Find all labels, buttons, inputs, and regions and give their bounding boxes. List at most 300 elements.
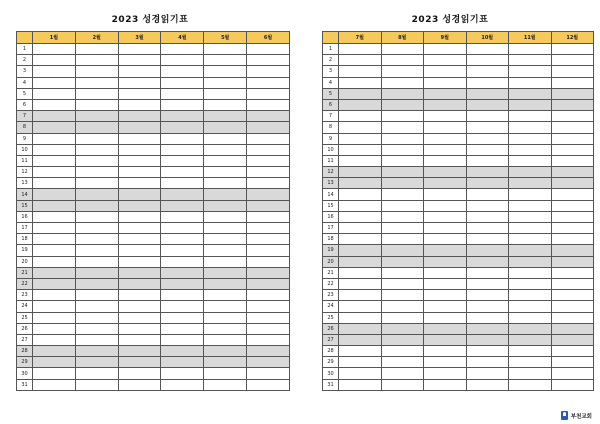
day-row	[17, 278, 290, 289]
reading-cell	[204, 122, 247, 133]
reading-cell	[118, 379, 161, 390]
reading-cell	[247, 234, 290, 245]
reading-cell	[247, 133, 290, 144]
reading-cell	[33, 301, 76, 312]
day-number: 20	[17, 256, 33, 267]
reading-cell	[33, 144, 76, 155]
reading-cell	[551, 77, 594, 88]
reading-cell	[381, 99, 424, 110]
reading-cell	[381, 278, 424, 289]
reading-cell	[118, 334, 161, 345]
day-row	[323, 77, 594, 88]
month-header: 2월	[75, 32, 118, 44]
reading-cell	[75, 178, 118, 189]
reading-cell	[204, 189, 247, 200]
reading-cell	[204, 290, 247, 301]
reading-cell	[466, 312, 509, 323]
reading-cell	[424, 278, 467, 289]
day-number: 9	[323, 133, 339, 144]
reading-cell	[381, 44, 424, 55]
day-number: 2	[323, 55, 339, 66]
reading-cell	[381, 111, 424, 122]
reading-cell	[466, 334, 509, 345]
reading-cell	[247, 301, 290, 312]
reading-cell	[339, 189, 382, 200]
reading-cell	[204, 178, 247, 189]
reading-cell	[161, 111, 204, 122]
day-row	[323, 144, 594, 155]
reading-cell	[204, 245, 247, 256]
day-row	[323, 178, 594, 189]
reading-cell	[466, 256, 509, 267]
reading-cell	[33, 88, 76, 99]
reading-cell	[118, 223, 161, 234]
reading-cell	[161, 88, 204, 99]
day-number: 2	[17, 55, 33, 66]
reading-cell	[204, 357, 247, 368]
reading-cell	[339, 334, 382, 345]
reading-cell	[424, 290, 467, 301]
day-row	[17, 200, 290, 211]
reading-cell	[466, 290, 509, 301]
day-number: 21	[323, 267, 339, 278]
reading-cell	[33, 256, 76, 267]
day-number: 24	[323, 301, 339, 312]
reading-cell	[509, 200, 552, 211]
reading-cell	[161, 189, 204, 200]
reading-cell	[118, 144, 161, 155]
reading-cell	[509, 357, 552, 368]
reading-cell	[381, 167, 424, 178]
reading-cell	[33, 267, 76, 278]
day-number: 19	[323, 245, 339, 256]
reading-cell	[247, 312, 290, 323]
reading-cell	[551, 256, 594, 267]
reading-cell	[161, 267, 204, 278]
reading-cell	[161, 301, 204, 312]
reading-cell	[466, 122, 509, 133]
reading-cell	[424, 346, 467, 357]
reading-cell	[551, 368, 594, 379]
reading-cell	[161, 144, 204, 155]
reading-cell	[339, 379, 382, 390]
day-number: 6	[17, 99, 33, 110]
reading-cell	[339, 200, 382, 211]
reading-cell	[75, 290, 118, 301]
church-footer	[561, 411, 592, 420]
reading-cell	[381, 334, 424, 345]
reading-cell	[247, 278, 290, 289]
reading-cell	[247, 88, 290, 99]
reading-cell	[424, 155, 467, 166]
day-row	[323, 245, 594, 256]
reading-cell	[247, 200, 290, 211]
reading-cell	[339, 155, 382, 166]
reading-cell	[33, 211, 76, 222]
reading-cell	[161, 66, 204, 77]
reading-cell	[247, 155, 290, 166]
day-row	[323, 334, 594, 345]
reading-cell	[33, 357, 76, 368]
reading-cell	[466, 77, 509, 88]
reading-cell	[466, 144, 509, 155]
reading-cell	[424, 167, 467, 178]
reading-cell	[204, 133, 247, 144]
month-header: 11월	[509, 32, 552, 44]
reading-cell	[424, 234, 467, 245]
reading-cell	[161, 178, 204, 189]
reading-cell	[247, 290, 290, 301]
day-row	[323, 155, 594, 166]
reading-cell	[339, 88, 382, 99]
reading-cell	[75, 133, 118, 144]
reading-cell	[204, 346, 247, 357]
reading-cell	[381, 178, 424, 189]
day-number: 13	[17, 178, 33, 189]
reading-cell	[551, 211, 594, 222]
reading-cell	[551, 99, 594, 110]
reading-cell	[118, 290, 161, 301]
reading-cell	[381, 189, 424, 200]
reading-cell	[551, 200, 594, 211]
reading-cell	[118, 55, 161, 66]
reading-cell	[466, 88, 509, 99]
reading-cell	[509, 77, 552, 88]
day-number: 12	[323, 167, 339, 178]
reading-cell	[509, 290, 552, 301]
reading-cell	[118, 301, 161, 312]
month-header: 9월	[424, 32, 467, 44]
day-number: 30	[17, 368, 33, 379]
day-row	[17, 323, 290, 334]
reading-cell	[466, 323, 509, 334]
day-row	[17, 267, 290, 278]
day-row	[17, 368, 290, 379]
reading-cell	[161, 234, 204, 245]
reading-cell	[161, 200, 204, 211]
day-row	[17, 66, 290, 77]
day-row	[17, 357, 290, 368]
day-number: 31	[17, 379, 33, 390]
reading-cell	[118, 256, 161, 267]
day-row	[323, 211, 594, 222]
reading-cell	[118, 346, 161, 357]
reading-cell	[247, 55, 290, 66]
reading-cell	[118, 200, 161, 211]
reading-cell	[247, 357, 290, 368]
reading-cell	[339, 278, 382, 289]
reading-cell	[33, 334, 76, 345]
reading-cell	[381, 77, 424, 88]
month-header: 5월	[204, 32, 247, 44]
reading-cell	[33, 312, 76, 323]
day-number: 3	[17, 66, 33, 77]
day-row	[17, 189, 290, 200]
day-row	[17, 167, 290, 178]
reading-cell	[424, 211, 467, 222]
reading-cell	[118, 368, 161, 379]
reading-cell	[339, 256, 382, 267]
day-number: 25	[323, 312, 339, 323]
reading-cell	[551, 346, 594, 357]
reading-cell	[424, 122, 467, 133]
page-title: 2023 성경읽기표	[411, 15, 489, 25]
day-row	[323, 133, 594, 144]
reading-cell	[509, 55, 552, 66]
reading-cell	[424, 323, 467, 334]
reading-cell	[466, 234, 509, 245]
reading-cell	[551, 66, 594, 77]
reading-cell	[75, 44, 118, 55]
reading-cell	[33, 245, 76, 256]
reading-cell	[118, 178, 161, 189]
reading-cell	[161, 99, 204, 110]
reading-cell	[75, 234, 118, 245]
reading-cell	[75, 379, 118, 390]
day-number: 12	[17, 167, 33, 178]
reading-cell	[551, 133, 594, 144]
reading-cell	[466, 301, 509, 312]
reading-cell	[339, 66, 382, 77]
day-number: 22	[17, 278, 33, 289]
day-number: 8	[17, 122, 33, 133]
reading-cell	[118, 133, 161, 144]
reading-cell	[75, 189, 118, 200]
reading-cell	[204, 200, 247, 211]
reading-cell	[424, 245, 467, 256]
day-number: 27	[17, 334, 33, 345]
reading-cell	[33, 346, 76, 357]
reading-cell	[247, 189, 290, 200]
reading-cell	[381, 234, 424, 245]
month-header: 4월	[161, 32, 204, 44]
reading-cell	[75, 368, 118, 379]
reading-cell	[204, 267, 247, 278]
reading-cell	[33, 77, 76, 88]
day-row	[323, 167, 594, 178]
reading-cell	[33, 111, 76, 122]
reading-cell	[118, 278, 161, 289]
reading-cell	[161, 312, 204, 323]
reading-cell	[424, 267, 467, 278]
reading-cell	[204, 155, 247, 166]
reading-cell	[33, 223, 76, 234]
reading-cell	[381, 256, 424, 267]
reading-cell	[339, 99, 382, 110]
day-row	[17, 223, 290, 234]
reading-cell	[161, 167, 204, 178]
reading-cell	[551, 334, 594, 345]
day-number: 8	[323, 122, 339, 133]
day-number: 11	[323, 155, 339, 166]
reading-cell	[509, 111, 552, 122]
day-row	[17, 211, 290, 222]
day-number: 15	[323, 200, 339, 211]
reading-cell	[247, 77, 290, 88]
reading-cell	[247, 211, 290, 222]
reading-cell	[118, 88, 161, 99]
reading-cell	[247, 122, 290, 133]
reading-cell	[75, 278, 118, 289]
reading-cell	[509, 278, 552, 289]
day-number: 19	[17, 245, 33, 256]
reading-cell	[247, 379, 290, 390]
reading-cell	[33, 122, 76, 133]
reading-cell	[509, 88, 552, 99]
reading-cell	[551, 167, 594, 178]
reading-cell	[161, 334, 204, 345]
reading-cell	[204, 368, 247, 379]
reading-cell	[551, 245, 594, 256]
reading-cell	[118, 357, 161, 368]
reading-cell	[204, 99, 247, 110]
reading-cell	[381, 245, 424, 256]
day-row	[17, 155, 290, 166]
reading-cell	[339, 312, 382, 323]
day-number: 15	[17, 200, 33, 211]
reading-cell	[118, 312, 161, 323]
reading-cell	[381, 155, 424, 166]
reading-cell	[204, 211, 247, 222]
day-number: 10	[17, 144, 33, 155]
reading-cell	[118, 111, 161, 122]
reading-cell	[509, 368, 552, 379]
reading-cell	[161, 245, 204, 256]
reading-cell	[339, 323, 382, 334]
reading-cell	[424, 223, 467, 234]
day-number: 6	[323, 99, 339, 110]
reading-cell	[551, 278, 594, 289]
reading-cell	[551, 267, 594, 278]
reading-cell	[33, 290, 76, 301]
reading-cell	[424, 88, 467, 99]
month-header-row	[323, 32, 594, 44]
reading-cell	[33, 99, 76, 110]
reading-cell	[247, 368, 290, 379]
day-row	[17, 99, 290, 110]
day-number: 4	[323, 77, 339, 88]
reading-cell	[381, 368, 424, 379]
day-number: 5	[17, 88, 33, 99]
reading-cell	[339, 178, 382, 189]
reading-cell	[424, 66, 467, 77]
reading-cell	[381, 88, 424, 99]
day-row	[323, 111, 594, 122]
reading-cell	[466, 267, 509, 278]
reading-cell	[118, 99, 161, 110]
reading-cell	[551, 178, 594, 189]
month-header: 10월	[466, 32, 509, 44]
reading-cell	[466, 346, 509, 357]
reading-cell	[381, 323, 424, 334]
reading-cell	[247, 111, 290, 122]
reading-cell	[339, 55, 382, 66]
day-row	[17, 334, 290, 345]
day-number: 26	[17, 323, 33, 334]
day-number: 26	[323, 323, 339, 334]
reading-cell	[339, 368, 382, 379]
reading-cell	[424, 144, 467, 155]
reading-cell	[424, 200, 467, 211]
reading-cell	[161, 44, 204, 55]
reading-cell	[509, 234, 552, 245]
day-row	[323, 379, 594, 390]
day-row	[17, 290, 290, 301]
reading-cell	[551, 312, 594, 323]
reading-cell	[466, 167, 509, 178]
reading-cell	[75, 167, 118, 178]
reading-cell	[247, 346, 290, 357]
day-row	[17, 379, 290, 390]
reading-cell	[551, 55, 594, 66]
reading-cell	[381, 66, 424, 77]
reading-cell	[509, 379, 552, 390]
day-row	[323, 357, 594, 368]
reading-cell	[161, 290, 204, 301]
reading-cell	[339, 301, 382, 312]
day-row	[323, 55, 594, 66]
reading-cell	[118, 267, 161, 278]
reading-cell	[118, 44, 161, 55]
day-number: 17	[323, 223, 339, 234]
reading-cell	[466, 368, 509, 379]
reading-cell	[509, 256, 552, 267]
reading-cell	[161, 323, 204, 334]
reading-cell	[509, 155, 552, 166]
day-row	[323, 301, 594, 312]
reading-cell	[161, 155, 204, 166]
month-header: 12월	[551, 32, 594, 44]
day-row	[323, 189, 594, 200]
reading-cell	[75, 245, 118, 256]
day-row	[323, 323, 594, 334]
reading-cell	[204, 77, 247, 88]
day-number: 23	[17, 290, 33, 301]
day-number: 18	[17, 234, 33, 245]
reading-cell	[247, 167, 290, 178]
reading-cell	[509, 99, 552, 110]
day-row	[323, 256, 594, 267]
reading-cell	[33, 155, 76, 166]
reading-cell	[466, 44, 509, 55]
reading-cell	[118, 66, 161, 77]
reading-cell	[33, 178, 76, 189]
reading-cell	[247, 223, 290, 234]
reading-cell	[466, 245, 509, 256]
reading-cell	[161, 256, 204, 267]
reading-cell	[424, 312, 467, 323]
day-row	[323, 88, 594, 99]
month-header: 6월	[247, 32, 290, 44]
reading-cell	[509, 346, 552, 357]
reading-cell	[247, 245, 290, 256]
reading-cell	[424, 111, 467, 122]
reading-table	[16, 31, 290, 391]
reading-cell	[75, 256, 118, 267]
reading-cell	[424, 99, 467, 110]
reading-cell	[33, 368, 76, 379]
reading-cell	[75, 99, 118, 110]
reading-cell	[466, 200, 509, 211]
reading-cell	[424, 357, 467, 368]
reading-cell	[75, 55, 118, 66]
day-row	[323, 122, 594, 133]
day-row	[17, 346, 290, 357]
reading-cell	[118, 323, 161, 334]
reading-cell	[551, 111, 594, 122]
reading-cell	[247, 44, 290, 55]
reading-cell	[466, 55, 509, 66]
